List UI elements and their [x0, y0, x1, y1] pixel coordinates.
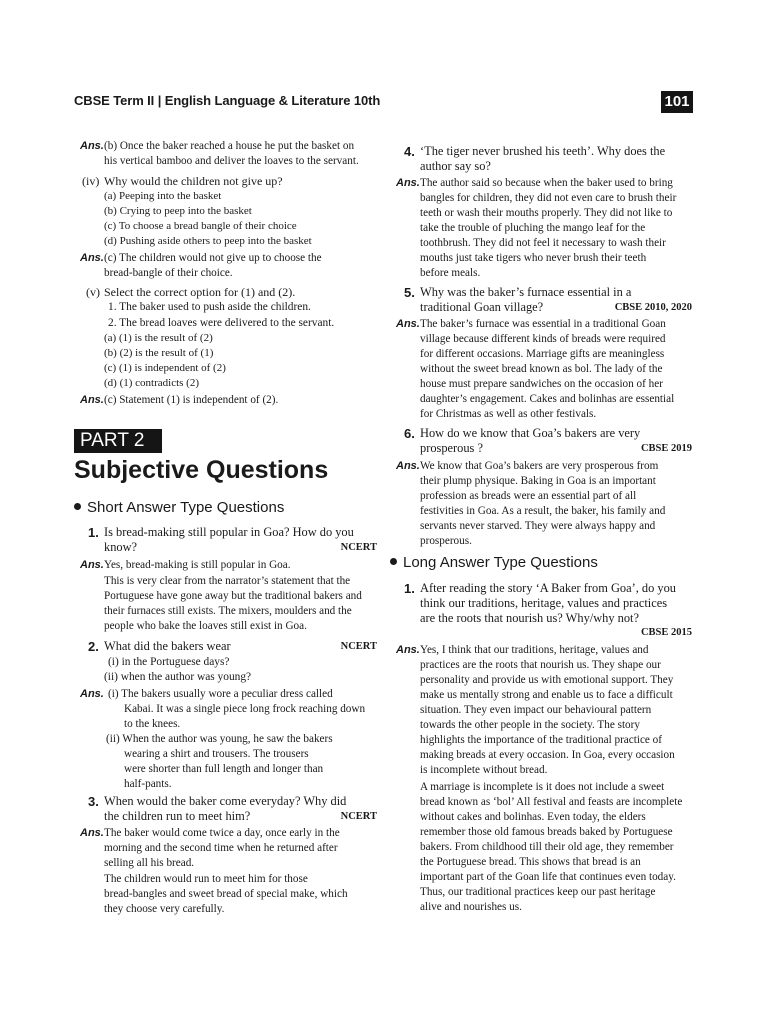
answer-line: (c) The children would not give up to choose the: [104, 252, 322, 264]
short-answer-heading-text: Short Answer Type Questions: [87, 499, 285, 516]
answer-label: Ans.: [80, 559, 104, 571]
answer-line: Thus, our traditional practices keep our past heritage: [420, 886, 656, 898]
question-line: After reading the story ‘A Baker from Goa’, do you: [420, 581, 676, 595]
answer-line: selling all his bread.: [104, 857, 195, 869]
question-line: know?: [104, 540, 138, 554]
question-text: Select the correct option for (1) and (2).: [104, 285, 296, 299]
question-line: think our traditions, heritage, values and practices: [420, 596, 668, 610]
answer-line: before meals.: [420, 267, 481, 279]
answer-line: remember those old famous breads baked by Portuguese: [420, 826, 673, 838]
answer-line: The children would run to meet him for those: [104, 873, 308, 885]
answer-label: Ans.: [396, 644, 420, 656]
bullet-icon: [390, 558, 397, 565]
answer-line: morning and the second time when he returned after: [104, 842, 338, 854]
answer-line: without the sweet bread known as bol. The lady of the: [420, 363, 663, 375]
answer-label: Ans.: [80, 140, 104, 152]
answer-line: for Christmas as well as other festivals.: [420, 408, 597, 420]
answer-line: profession as breads were an essential part of all: [420, 490, 637, 502]
answer-line: is incomplete without bread.: [420, 764, 548, 776]
question-line: traditional Goan village?: [420, 300, 544, 314]
answer-line: highlights the importance of the traditional practice of: [420, 734, 663, 746]
answer-line: A marriage is incomplete is it does not include a sweet: [420, 781, 665, 793]
answer-line: We know that Goa’s bakers are very prosperous from: [420, 460, 659, 472]
answer-line: festivities in Goa. As a result, the baker, his family and: [420, 505, 666, 517]
question-line: author say so?: [420, 159, 491, 173]
question-line: How do we know that Goa’s bakers are very: [420, 426, 641, 440]
sub-question: (ii) when the author was young?: [104, 671, 252, 683]
question-line: When would the baker come everyday? Why did: [104, 794, 347, 808]
answer-line: servants never starved. They were always happy and: [420, 520, 656, 532]
answer-line: were shorter than full length and longer than: [124, 763, 324, 775]
answer-line: The baker would come twice a day, once early in the: [104, 827, 340, 839]
answer-label: Ans.: [396, 177, 420, 189]
answer-line: The author said so because when the baker used to bring: [420, 177, 673, 189]
answer-line: daughter’s engagement. Cakes and bolinhas are essential: [420, 393, 675, 405]
answer-line: towards the other people in the society. The story: [420, 719, 640, 731]
option-item: (a) Peeping into the basket: [104, 190, 222, 202]
question-number: 1.: [404, 581, 415, 596]
question-number: 6.: [404, 426, 415, 441]
answer-line: half-pants.: [124, 778, 172, 790]
answer-line: house must prepare sandwiches on the occasion of her: [420, 378, 663, 390]
page-header-title: CBSE Term II | English Language & Literature 10th: [74, 93, 381, 108]
answer-line: to the knees.: [124, 718, 181, 730]
answer-label: Ans.: [80, 688, 104, 700]
short-answer-heading: [74, 499, 284, 517]
answer-line: (ii) When the author was young, he saw the bakers: [106, 733, 333, 745]
question-line: What did the bakers wear: [104, 639, 231, 653]
answer-line: bakers. From childhood till their old age, they remember: [420, 841, 674, 853]
answer-line: Portuguese have gone away but the traditional bakers and: [104, 590, 362, 602]
answer-line: prosperous.: [420, 535, 472, 547]
statement-item: 2. The bread loaves were delivered to the servant.: [108, 317, 335, 329]
answer-line: alive and nourishes us.: [420, 901, 522, 913]
long-answer-heading-text: Long Answer Type Questions: [403, 554, 598, 571]
part-badge: PART 2: [74, 429, 162, 453]
question-line: are the roots that nourish us? Why/why not?: [420, 611, 639, 625]
answer-line: Yes, I think that our traditions, heritage, values and: [420, 644, 649, 656]
answer-line: their furnaces still exists. The mixers, moulders and the: [104, 605, 352, 617]
question-line: Is bread-making still popular in Goa? How do you: [104, 525, 354, 539]
answer-line: without cakes and bolinhas. Even today, the elders: [420, 811, 646, 823]
source-tag: NCERT: [340, 811, 377, 822]
answer-line: teeth or wash their mouths properly. They did not like to: [420, 207, 673, 219]
answer-line: for different occasions. Marriage gifts are meaningless: [420, 348, 665, 360]
answer-line: bread-bangle of their choice.: [104, 267, 233, 279]
source-tag: CBSE 2019: [640, 443, 692, 454]
answer-label: Ans.: [396, 460, 420, 472]
answer-label: Ans.: [80, 827, 104, 839]
answer-line: bread known as ‘bol’ All festival and feasts are incomplete: [420, 796, 683, 808]
answer-line: important part of the Goan life that continues even today.: [420, 871, 676, 883]
answer-line: make us mentally strong and enable us to face a difficult: [420, 689, 673, 701]
long-answer-heading: [390, 554, 598, 572]
answer-line: Yes, bread-making is still popular in Goa.: [104, 559, 291, 571]
answer-line: bread-bangles and sweet bread of special make, which: [104, 888, 348, 900]
option-item: (d) Pushing aside others to peep into the basket: [104, 235, 312, 247]
answer-line: The baker’s furnace was essential in a traditional Goan: [420, 318, 666, 330]
page-number: 101: [661, 91, 693, 113]
question-number: 2.: [88, 639, 99, 654]
answer-line: personality and provide us with emotional support. They: [420, 674, 674, 686]
option-item: (b) (2) is the result of (1): [104, 347, 214, 359]
question-text: Why would the children not give up?: [104, 174, 283, 188]
option-item: (b) Crying to peep into the basket: [104, 205, 252, 217]
source-tag: CBSE 2015: [640, 627, 692, 638]
answer-label: Ans.: [80, 252, 104, 264]
option-item: (d) (1) contradicts (2): [104, 377, 199, 389]
question-number: (iv): [82, 174, 100, 188]
option-item: (a) (1) is the result of (2): [104, 332, 213, 344]
source-tag: NCERT: [340, 542, 377, 553]
answer-line: the Portuguese bread. This shows that bread is an: [420, 856, 641, 868]
answer-line: situation. They even impact our behavioural pattern: [420, 704, 652, 716]
answer-label: Ans.: [396, 318, 420, 330]
answer-line: they choose very carefully.: [104, 903, 225, 915]
answer-line: toothbrush. They did not feel it necessary to wash their: [420, 237, 666, 249]
question-line: ‘The tiger never brushed his teeth’. Why does the: [420, 144, 666, 158]
answer-line: wearing a shirt and trousers. The trousers: [124, 748, 309, 760]
question-line: the children run to meet him?: [104, 809, 251, 823]
answer-line: people who bake the loaves still exist in Goa.: [104, 620, 307, 632]
answer-line: (i) The bakers usually wore a peculiar dress called: [108, 688, 333, 700]
question-number: 1.: [88, 525, 99, 540]
statement-item: 1. The baker used to push aside the children.: [108, 301, 311, 313]
question-number: 4.: [404, 144, 415, 159]
question-number: (v): [86, 285, 100, 299]
bullet-icon: [74, 503, 81, 510]
answer-line: (c) Statement (1) is independent of (2).: [104, 394, 279, 406]
question-line: Why was the baker’s furnace essential in a: [420, 285, 632, 299]
answer-line: bangles for children, they did not even care to brush their: [420, 192, 677, 204]
source-tag: CBSE 2010, 2020: [614, 302, 692, 313]
option-item: (c) To choose a bread bangle of their choice: [104, 220, 297, 232]
answer-line: This is very clear from the narrator’s statement that the: [104, 575, 351, 587]
answer-line: mouths just take tigers who never brush their teeth: [420, 252, 647, 264]
answer-line: practices are the roots that nourish us. They shape our: [420, 659, 661, 671]
answer-line: making breads at every occasion. In Goa, every occasion: [420, 749, 675, 761]
answer-line: village because different kinds of breads were required: [420, 333, 666, 345]
answer-line: his vertical bamboo and deliver the loaves to the servant.: [104, 155, 359, 167]
question-number: 5.: [404, 285, 415, 300]
source-tag: NCERT: [340, 641, 377, 652]
option-item: (c) (1) is independent of (2): [104, 362, 226, 374]
answer-line: take the trouble of pluching the mango leaf for the: [420, 222, 646, 234]
answer-line: Kabai. It was a single piece long frock reaching down: [124, 703, 366, 715]
question-number: 3.: [88, 794, 99, 809]
answer-line: (b) Once the baker reached a house he put the basket on: [104, 140, 355, 152]
question-line: prosperous ?: [420, 441, 483, 455]
section-heading: Subjective Questions: [74, 456, 329, 484]
sub-question: (i) in the Portuguese days?: [108, 656, 230, 668]
answer-label: Ans.: [80, 394, 104, 406]
answer-line: their plump physique. Baking in Goa is an important: [420, 475, 656, 487]
